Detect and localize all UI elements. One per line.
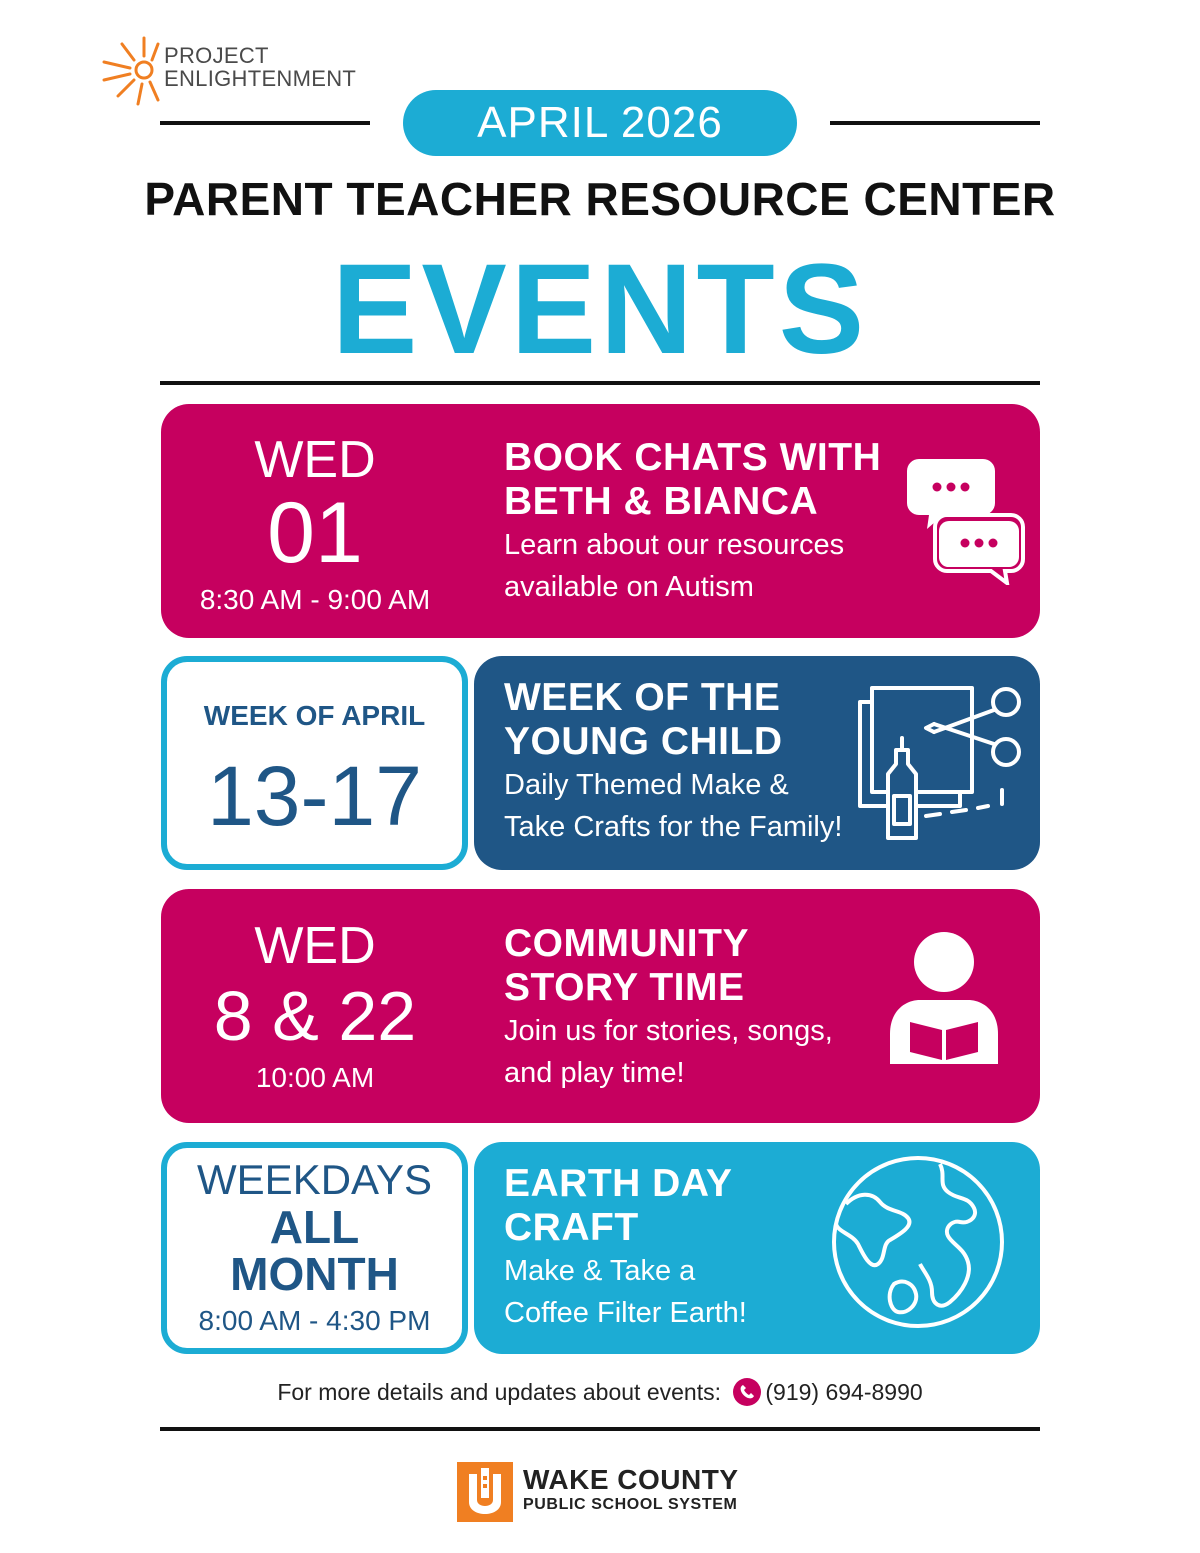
page-title: PARENT TEACHER RESOURCE CENTER bbox=[144, 173, 1056, 225]
event-4-time: 8:00 AM - 4:30 PM bbox=[198, 1305, 431, 1336]
event-1-title-line1: BOOK CHATS WITH bbox=[504, 436, 882, 479]
project-enlightenment-logo bbox=[96, 30, 396, 110]
event-4-text bbox=[504, 1162, 824, 1334]
phone-icon bbox=[733, 1378, 761, 1406]
event-2-text bbox=[504, 676, 904, 848]
event-3-time: 10:00 AM bbox=[255, 1062, 375, 1093]
district-name-line2: PUBLIC SCHOOL SYSTEM bbox=[523, 1496, 738, 1513]
event-2-week-label: WEEK OF APRIL bbox=[203, 700, 426, 731]
right-rule bbox=[830, 121, 1040, 125]
reader-icon bbox=[880, 930, 1010, 1070]
event-1-desc-line1: Learn about our resources bbox=[504, 529, 845, 561]
event-2-desc-line1: Daily Themed Make & bbox=[504, 769, 789, 801]
crafts-icon bbox=[856, 680, 1026, 850]
footer-note-text: For more details and updates about events: bbox=[277, 1379, 721, 1405]
headline-rule bbox=[160, 381, 1040, 385]
sun-logo-icon bbox=[96, 30, 162, 106]
event-3-text bbox=[504, 922, 894, 1094]
event-4-desc-line2: Coffee Filter Earth! bbox=[504, 1297, 747, 1329]
event-1-title-line2: BETH & BIANCA bbox=[504, 480, 819, 523]
phone-number[interactable]: (919) 694-8990 bbox=[765, 1379, 923, 1405]
event-1-text bbox=[504, 436, 914, 608]
event-2-date-range: 13-17 bbox=[207, 749, 422, 843]
event-3-desc-line2: and play time! bbox=[504, 1057, 685, 1089]
event-2-title-line1: WEEK OF THE bbox=[504, 676, 781, 719]
event-3-date-numbers: 8 & 22 bbox=[213, 977, 417, 1055]
event-1-time: 8:30 AM - 9:00 AM bbox=[199, 584, 431, 615]
event-4-title-line2: CRAFT bbox=[504, 1206, 639, 1249]
footer-contact bbox=[0, 1378, 1200, 1406]
event-2-date bbox=[161, 696, 468, 846]
footer-rule bbox=[160, 1427, 1040, 1431]
event-3-day: WED bbox=[254, 917, 376, 975]
wake-county-logo bbox=[457, 1462, 757, 1532]
chat-bubbles-icon bbox=[905, 455, 1027, 585]
event-4-title-line1: EARTH DAY bbox=[504, 1162, 733, 1205]
event-1-date bbox=[170, 430, 460, 620]
wake-county-emblem-icon bbox=[457, 1462, 513, 1522]
event-4-date bbox=[161, 1156, 468, 1344]
event-3-title-line2: STORY TIME bbox=[504, 966, 745, 1009]
event-4-all: ALL bbox=[269, 1201, 360, 1253]
event-1-desc-line2: available on Autism bbox=[504, 571, 754, 603]
events-headline: EVENTS bbox=[331, 238, 869, 381]
event-4-month: MONTH bbox=[230, 1248, 399, 1300]
org-name-line1: PROJECT bbox=[164, 43, 269, 68]
event-2-title-line2: YOUNG CHILD bbox=[504, 720, 783, 763]
event-1-date-number: 01 bbox=[267, 485, 363, 581]
event-3-title-line1: COMMUNITY bbox=[504, 922, 749, 965]
event-1-day: WED bbox=[254, 431, 376, 489]
event-2-desc-line2: Take Crafts for the Family! bbox=[504, 811, 843, 843]
event-4-desc-line1: Make & Take a bbox=[504, 1255, 696, 1287]
event-4-weekdays: WEEKDAYS bbox=[197, 1156, 432, 1203]
month-badge: APRIL 2026 bbox=[403, 90, 797, 156]
org-name-line2: ENLIGHTENMENT bbox=[164, 66, 357, 91]
district-name-line1: WAKE COUNTY bbox=[523, 1464, 739, 1495]
event-3-date bbox=[170, 916, 460, 1098]
left-rule bbox=[160, 121, 370, 125]
event-3-desc-line1: Join us for stories, songs, bbox=[504, 1015, 833, 1047]
globe-icon bbox=[828, 1152, 1008, 1332]
